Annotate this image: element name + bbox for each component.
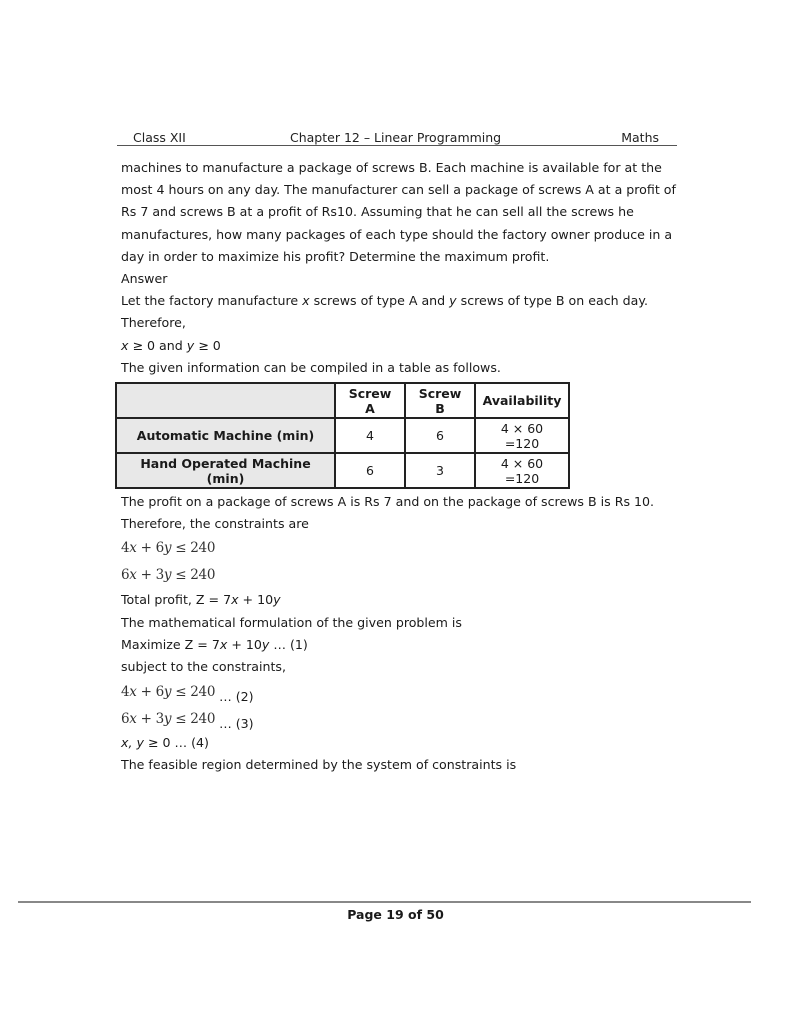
- feasible-region-text: The feasible region determined by the system of constraints is: [121, 757, 517, 773]
- solution-body: [121, 491, 681, 777]
- header-divider: [117, 145, 677, 146]
- total-profit-text: Total profit, Z = 7x + 10y: [121, 592, 281, 608]
- machine-time-table: [115, 382, 570, 489]
- header-class: Class XII: [133, 130, 186, 145]
- nonnegativity-text: x ≥ 0 and y ≥ 0: [121, 337, 221, 353]
- profit-text: The profit on a package of screws A is Rs 7 and on the package of screws B is Rs 10.: [121, 494, 655, 509]
- subject-to-text: subject to the constraints,: [121, 658, 286, 674]
- table-cell: 4 × 60 =120: [475, 418, 569, 453]
- page-header: [117, 130, 677, 146]
- footer-divider: [18, 901, 751, 903]
- table-cell: 4: [335, 418, 405, 453]
- constraints-intro: Therefore, the constraints are: [121, 516, 309, 532]
- table-intro: The given information can be compiled in a table as follows.: [121, 359, 501, 375]
- table-row: [116, 418, 569, 453]
- table-row: [116, 453, 569, 488]
- constraint-3: 6x + 3y ≤ 240 … (3): [121, 711, 254, 732]
- table-row-label: Hand Operated Machine (min): [116, 453, 335, 488]
- page-number: Page 19 of 50: [347, 907, 444, 922]
- table-header-availability: Availability: [475, 383, 569, 418]
- question-text-line: most 4 hours on any day. The manufacturer can sell a package of screws A at a profit of: [121, 182, 676, 198]
- table-corner-cell: [116, 383, 335, 418]
- answer-heading: Answer: [121, 270, 168, 286]
- table-header-screw-b: Screw B: [405, 383, 475, 418]
- question-text-line: Rs 7 and screws B at a profit of Rs10. Assuming that he can sell all the screws he: [121, 204, 634, 220]
- question-text-line: day in order to maximize his profit? Determine the maximum profit.: [121, 248, 550, 264]
- table-header-screw-a: Screw A: [335, 383, 405, 418]
- table-row-label: Automatic Machine (min): [116, 418, 335, 453]
- constraint-equation-2: 6x + 3y ≤ 240: [121, 567, 216, 584]
- constraint-equation-1: 4x + 6y ≤ 240: [121, 540, 216, 557]
- variable-definition: Let the factory manufacture x screws of type A and y screws of type B on each day.: [121, 293, 648, 309]
- header-chapter: Chapter 12 – Linear Programming: [290, 130, 502, 145]
- constraint-4: x, y ≥ 0 … (4): [121, 735, 209, 751]
- formulation-text: The mathematical formulation of the given problem is: [121, 614, 462, 630]
- objective-function: Maximize Z = 7x + 10y … (1): [121, 636, 308, 652]
- question-text-line: manufactures, how many packages of each type should the factory owner produce in a: [121, 226, 673, 242]
- table-cell: 3: [405, 453, 475, 488]
- table-cell: 4 × 60 =120: [475, 453, 569, 488]
- therefore-text: Therefore,: [121, 315, 186, 331]
- constraint-2: 4x + 6y ≤ 240 … (2): [121, 684, 254, 705]
- header-subject: Maths: [621, 130, 659, 145]
- table-cell: 6: [335, 453, 405, 488]
- table-header-row: [116, 383, 569, 418]
- document-body: [121, 157, 681, 379]
- table-cell: 6: [405, 418, 475, 453]
- question-text-line: machines to manufacture a package of screws B. Each machine is available for at the: [121, 160, 662, 175]
